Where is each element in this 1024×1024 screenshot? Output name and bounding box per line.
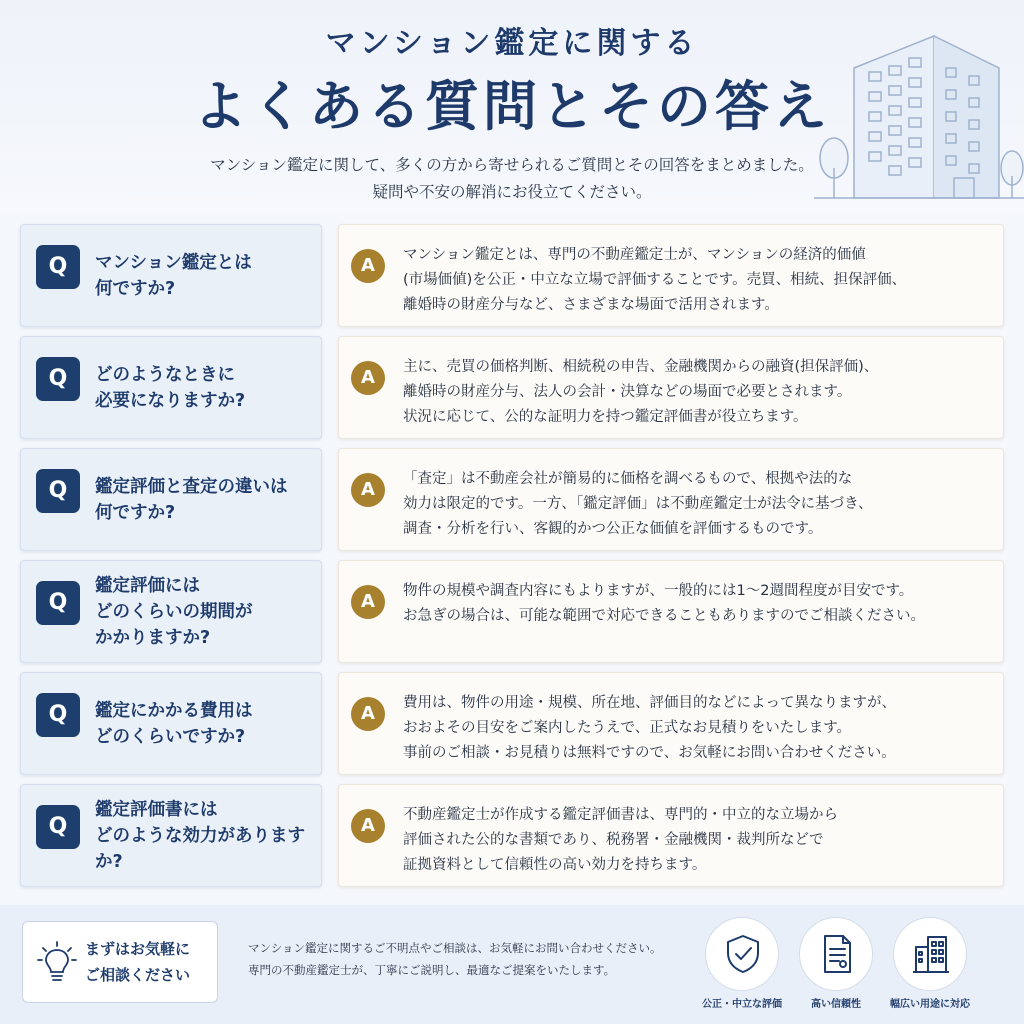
faq-item <box>20 224 1004 327</box>
feature-high-reliability <box>788 917 884 1017</box>
question-card <box>20 784 322 887</box>
cta-label: まずはお気軽に ご相談ください <box>85 940 191 984</box>
answer-card <box>338 336 1004 439</box>
question-badge: Q <box>36 469 80 513</box>
feature-wide-use <box>882 917 978 1017</box>
question-text: 鑑定評価と査定の違いは 何ですか? <box>95 476 288 523</box>
intro-text: マンション鑑定に関して、多くの方から寄せられるご質問とその回答をまとめました。 疑問や不安の解消にお役立てください。 <box>210 156 814 201</box>
answer-card <box>338 784 1004 887</box>
answer-badge: A <box>351 473 385 507</box>
document-icon <box>817 933 857 975</box>
answer-badge: A <box>351 249 385 283</box>
faq-item <box>20 784 1004 887</box>
answer-text: 不動産鑑定士が作成する鑑定評価書は、専門的・中立的な立場から 評価された公的な書類であり、税務署・金融機関・裁判所などで 証拠資料として信頼性の高い効力を持ちます。 <box>403 807 838 873</box>
answer-badge: A <box>351 585 385 619</box>
shield-check-icon <box>723 933 763 975</box>
contact-cta-button[interactable] <box>22 921 218 1003</box>
question-text: どのようなときに 必要になりますか? <box>95 364 246 411</box>
header <box>0 0 1024 214</box>
lightbulb-icon <box>37 940 77 984</box>
answer-text: 物件の規模や調査内容にもよりますが、一般的には1〜2週間程度が目安です。 お急ぎの場合は、可能な範囲で対応できることもありますのでご相談ください。 <box>403 583 925 624</box>
question-badge: Q <box>36 357 80 401</box>
question-card <box>20 448 322 551</box>
question-badge: Q <box>36 581 80 625</box>
question-text: 鑑定評価書には どのような効力がありますか? <box>95 799 305 872</box>
question-text: マンション鑑定とは 何ですか? <box>95 252 252 299</box>
question-badge: Q <box>36 805 80 849</box>
answer-card <box>338 672 1004 775</box>
faq-item <box>20 448 1004 551</box>
answer-badge: A <box>351 361 385 395</box>
feature-fair-evaluation <box>694 917 790 1017</box>
feature-label: 高い信頼性 <box>811 999 861 1010</box>
answer-text: マンション鑑定とは、専門の不動産鑑定士が、マンションの経済的価値 (市場価値)を公正・中立な立場で評価することです。売買、相続、担保評価、 離婚時の財産分与など、さまざまな場面で活用されます。 <box>403 247 907 313</box>
question-card <box>20 672 322 775</box>
question-text: 鑑定評価には どのくらいの期間が かかりますか? <box>95 575 253 648</box>
question-card <box>20 560 322 663</box>
faq-item <box>20 560 1004 663</box>
answer-badge: A <box>351 697 385 731</box>
faq-item <box>20 336 1004 439</box>
answer-text: 主に、売買の価格判断、相続税の申告、金融機関からの融資(担保評価)、 離婚時の財産分与、法人の会計・決算などの場面で必要とされます。 状況に応じて、公的な証明力を持つ鑑定評価書が役立ちます。 <box>403 359 879 425</box>
answer-card <box>338 560 1004 663</box>
page-subtitle: マンション鑑定に関する <box>325 26 699 61</box>
footer-note: マンション鑑定に関するご不明点やご相談は、お気軽にお問い合わせください。 専門の不動産鑑定士が、丁寧にご説明し、最適なご提案をいたします。 <box>248 941 662 977</box>
feature-label: 幅広い用途に対応 <box>890 999 970 1010</box>
footer <box>0 905 1024 1024</box>
faq-list <box>20 224 1004 896</box>
question-badge: Q <box>36 245 80 289</box>
answer-badge: A <box>351 809 385 843</box>
faq-item <box>20 672 1004 775</box>
answer-text: 費用は、物件の用途・規模、所在地、評価目的などによって異なりますが、 おおよその目安をご案内したうえで、正式なお見積りをいたします。 事前のご相談・お見積りは無料ですので、お気軽にお問い合わせください。 <box>403 695 896 761</box>
building-icon <box>911 933 951 975</box>
answer-card <box>338 224 1004 327</box>
question-card <box>20 224 322 327</box>
page-title: よくある質問とその答え <box>193 74 831 138</box>
feature-label: 公正・中立な評価 <box>702 999 782 1010</box>
question-card <box>20 336 322 439</box>
answer-card <box>338 448 1004 551</box>
question-badge: Q <box>36 693 80 737</box>
question-text: 鑑定にかかる費用は どのくらいですか? <box>95 700 253 747</box>
answer-text: 「査定」は不動産会社が簡易的に価格を調べるもので、根拠や法的な 効力は限定的です。一方、「鑑定評価」は不動産鑑定士が法令に基づき、 調査・分析を行い、客観的かつ公正な価値を評価するものです。 <box>403 471 873 537</box>
